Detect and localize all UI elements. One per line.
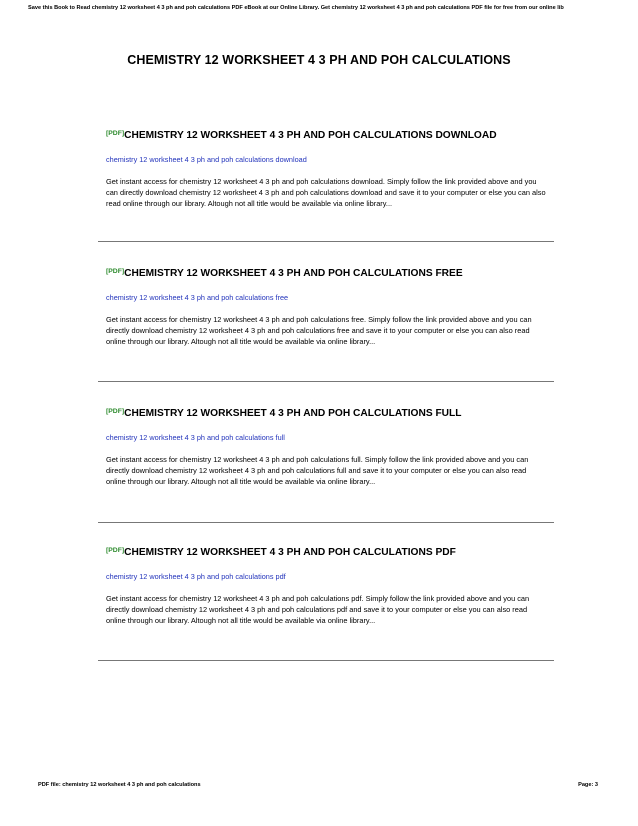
entry-heading xyxy=(98,408,554,420)
pdf-tag: [PDF] xyxy=(106,130,125,137)
footer-filename: PDF file: chemistry 12 worksheet 4 3 ph and poh calculations xyxy=(38,782,201,788)
entry-link[interactable]: chemistry 12 worksheet 4 3 ph and poh calculations pdf xyxy=(106,572,286,581)
entry-link[interactable]: chemistry 12 worksheet 4 3 ph and poh calculations full xyxy=(106,433,285,442)
entry-divider xyxy=(98,381,554,382)
entry-description: Get instant access for chemistry 12 worksheet 4 3 ph and poh calculations full. Simply follow the link provided above and you can directly download chemistry 12 worksheet 4 3 ph and poh calculations full and save it to your computer or else you can also read online through our library. Altough not all title would be available via online library... xyxy=(106,455,529,486)
entry-pdf xyxy=(98,547,554,626)
page-title: CHEMISTRY 12 WORKSHEET 4 3 PH AND POH CALCULATIONS xyxy=(127,53,511,67)
entry-heading xyxy=(98,130,554,142)
entry-description: Get instant access for chemistry 12 worksheet 4 3 ph and poh calculations download. Simply follow the link provided above and you can directly download chemistry 12 worksheet 4 3 ph and poh calculations download and save it to your computer or else you can also read online through our library. Altough not all title would be available via online library... xyxy=(106,177,546,208)
entry-heading-text: CHEMISTRY 12 WORKSHEET 4 3 PH AND POH CALCULATIONS DOWNLOAD xyxy=(124,130,497,141)
pdf-tag: [PDF] xyxy=(106,268,125,275)
entry-full xyxy=(98,408,554,487)
footer-page-number: Page: 3 xyxy=(578,782,598,788)
entry-heading-text: CHEMISTRY 12 WORKSHEET 4 3 PH AND POH CALCULATIONS PDF xyxy=(124,547,456,558)
pdf-tag: [PDF] xyxy=(106,408,125,415)
entry-divider xyxy=(98,660,554,661)
entry-divider xyxy=(98,241,554,242)
entry-description: Get instant access for chemistry 12 worksheet 4 3 ph and poh calculations free. Simply follow the link provided above and you can directly download chemistry 12 worksheet 4 3 ph and poh calculations free and save it to your computer or else you can also read online through our library. Altough not all title would be available via online library... xyxy=(106,315,532,346)
entry-link[interactable]: chemistry 12 worksheet 4 3 ph and poh calculations free xyxy=(106,293,289,302)
pdf-tag: [PDF] xyxy=(106,547,125,554)
entry-link[interactable]: chemistry 12 worksheet 4 3 ph and poh calculations download xyxy=(106,155,307,164)
entry-free xyxy=(98,268,554,347)
entry-divider xyxy=(98,522,554,523)
entry-heading-text: CHEMISTRY 12 WORKSHEET 4 3 PH AND POH CALCULATIONS FULL xyxy=(124,408,462,419)
entry-heading-text: CHEMISTRY 12 WORKSHEET 4 3 PH AND POH CALCULATIONS FREE xyxy=(124,268,463,279)
entry-description: Get instant access for chemistry 12 worksheet 4 3 ph and poh calculations pdf. Simply follow the link provided above and you can directly download chemistry 12 worksheet 4 3 ph and poh calculations pdf and save it to your computer or else you can also read online through our library. Altough not all title would be available via online library... xyxy=(106,594,530,625)
entry-download xyxy=(98,130,554,209)
entry-heading xyxy=(98,547,554,559)
entry-heading xyxy=(98,268,554,280)
top-banner: Save this Book to Read chemistry 12 worksheet 4 3 ph and poh calculations PDF eBook at our Online Library. Get chemistry 12 worksheet 4 3 ph and poh calculations PDF file for free from our online lib xyxy=(28,5,564,11)
